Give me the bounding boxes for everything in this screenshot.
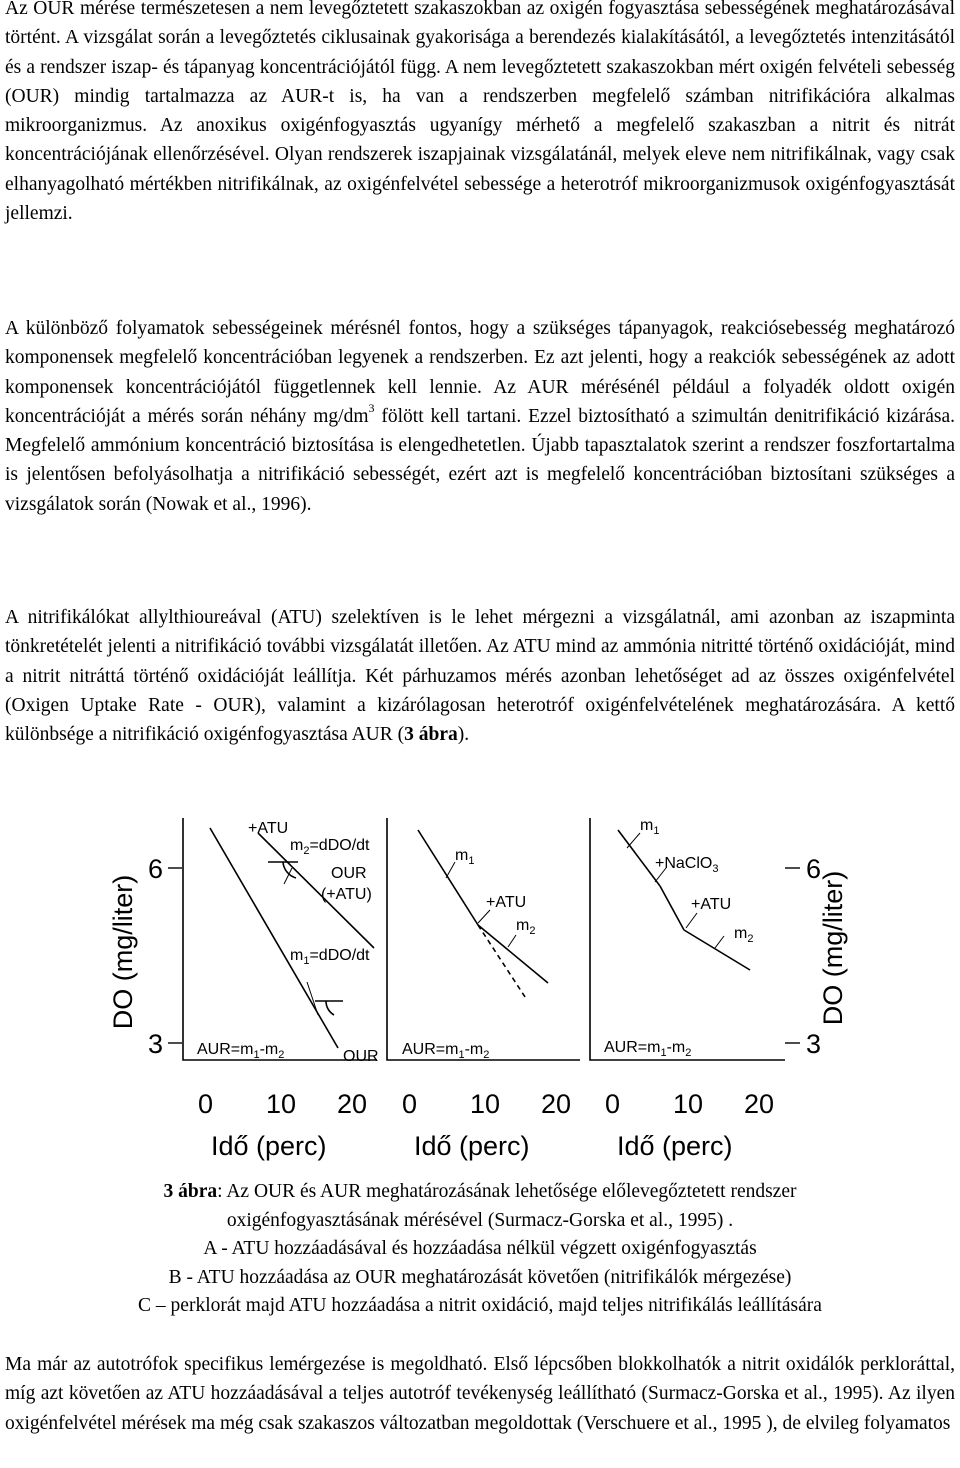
y-tick-6-right: 6 bbox=[806, 854, 822, 884]
caption-line-2: oxigénfogyasztásának mérésével (Surmacz-Gorska et al., 1995) . bbox=[226, 1209, 734, 1231]
x-tick-c-10: 10 bbox=[673, 1089, 704, 1119]
panel-b-dashed-line bbox=[478, 925, 527, 1000]
x-label-c: Idő (perc) bbox=[617, 1131, 733, 1161]
x-label-b: Idő (perc) bbox=[414, 1131, 530, 1161]
paragraph-measurement-conditions bbox=[5, 314, 955, 519]
caption-line-5: C – perklorát majd ATU hozzáadása a nitrit oxidáció, majd teljes nitrifikálás leállítására bbox=[138, 1295, 822, 1316]
panel-a-atu-label: +ATU bbox=[248, 820, 289, 837]
panel-a-our-atu-label-2: (+ATU) bbox=[321, 886, 372, 903]
panel-b-line-m2 bbox=[478, 925, 548, 983]
panel-c-atu-label: +ATU bbox=[691, 896, 732, 913]
panel-a-our-atu-label: OUR bbox=[331, 865, 367, 882]
paragraph-text: A nitrifikálókat allylthioureával (ATU) szelektíven is le lehet mérgezni a vizsgálatnál, ami azonban az iszapminta tönkretételét jelenti a nitrifikáció további vizsgálatát illetően. Az ATU mind az ammónia nitritté történő oxidációját, mind a nitrit nitráttá történő oxidációját leállítja. Két párhuzamos mérés azonban lehetőséget ad az összes oxigénfelvétel (Oxigen Uptake Rate - OUR), valamint a kizárólagosan heterotróf oxigénfelvételének meghatározására. A kettő különbsége a nitrifikáció oxigénfogyasztása AUR ( bbox=[5, 607, 955, 746]
panel-a-our-line bbox=[210, 828, 338, 1048]
figure-diagram bbox=[0, 800, 960, 1180]
paragraph-text: fölött kell tartani. Ezzel biztosítható a szimultán denitrifikáció kizárása. Megfelelő ammónium koncentráció biztosítása is elengedhetetlen. Újabb tapasztalatok szerint a rendszer foszfortartalma is jelentősen befolyásolhatja a nitrifikáció sebességét, ezért azt is megfelelő koncentrációban biztosítani szükséges a vizsgálatok során (Nowak et al., 1996). bbox=[5, 405, 955, 515]
y-tick-6: 6 bbox=[148, 854, 164, 884]
caption-figure-number: 3 ábra bbox=[163, 1181, 218, 1202]
x-tick-a-20: 20 bbox=[337, 1089, 368, 1119]
panel-a-our-label: OUR bbox=[343, 1048, 379, 1065]
caption-line-1 bbox=[0, 1178, 960, 1207]
figure-3 bbox=[0, 800, 960, 1180]
y-tick-3-right: 3 bbox=[806, 1029, 822, 1059]
caption-text: : Az OUR és AUR meghatározásának lehetősége előlevegőztetett rendszer bbox=[217, 1181, 797, 1202]
panel-c-line-2 bbox=[660, 886, 684, 930]
y-tick-3: 3 bbox=[148, 1029, 164, 1059]
panel-c-aur-label: $AUR=m_1-m_2$ bbox=[604, 1039, 692, 1059]
y-axis-label-right: DO (mg/liter) bbox=[818, 870, 848, 1026]
x-tick-a-0: 0 bbox=[198, 1089, 214, 1119]
x-tick-b-10: 10 bbox=[470, 1089, 501, 1119]
y-axis-label-left: DO (mg/liter) bbox=[108, 874, 138, 1030]
x-tick-b-20: 20 bbox=[541, 1089, 572, 1119]
figure-caption bbox=[0, 1178, 960, 1321]
x-tick-a-10: 10 bbox=[266, 1089, 297, 1119]
superscript: 3 bbox=[368, 400, 375, 415]
panel-a-m2-label: $m_2=dDO/dt$ bbox=[290, 837, 370, 857]
x-tick-b-0: 0 bbox=[402, 1089, 418, 1119]
panel-b-line-m1 bbox=[418, 830, 478, 925]
panel-b-aur-label: $AUR=m_1-m_2$ bbox=[402, 1041, 490, 1061]
x-tick-c-20: 20 bbox=[744, 1089, 775, 1119]
panel-a-aur-label: $AUR=m_1-m_2$ bbox=[197, 1041, 285, 1061]
panel-b-atu-label: +ATU bbox=[486, 894, 527, 911]
paragraph-autotroph-inhibition: Ma már az autotrófok specifikus lemérgezése is megoldható. Első lépcsőben blokkolhatók a nitrit oxidálók perkloráttal, míg azt követően az ATU hozzáadásával a teljes autotróf tevékenység leállítható (Surmacz-Gorska et al., 1995). Az ilyen oxigénfelvétel mérések ma még csak szakaszos változatban megoldottak (Verschuere et al., 1995 ), de elvileg folyamatos bbox=[5, 1354, 955, 1434]
panel-a-m1-label: $m_1=dDO/dt$ bbox=[290, 947, 370, 967]
caption-line-3: A - ATU hozzáadásával és hozzáadása nélkül végzett oxigénfogyasztás bbox=[203, 1238, 757, 1259]
panel-b-m1-label: $m_1$ bbox=[455, 847, 475, 867]
panel-b-axes bbox=[387, 818, 580, 1060]
x-label-a: Idő (perc) bbox=[211, 1131, 327, 1161]
panel-c-line-1 bbox=[618, 830, 660, 886]
paragraph-our-measurement: Az OUR mérése természetesen a nem levegőztetett szakaszokban az oxigén fogyasztása sebességének meghatározásával történt. A vizsgálat során a levegőztetés ciklusainak gyakorisága a berendezés kialakításától, a levegőztetés intenzitásától és a rendszer iszap- és tápanyag koncentrációjától függ. A nem levegőztetett szakaszokban mért oxigén felvételi sebesség (OUR) mindig tartalmazza az AUR-t is, ha van a rendszerben megfelelő számban nitrifikációra alkalmas mikroorganizmus. Az anoxikus oxigénfogyasztás ugyanígy mérhető a megfelelő szakaszban a nitrit és nitrát koncentrációjának ellenőrzésével. Olyan rendszerek iszapjainak vizsgálatánál, melyek eleve nem nitrifikálnak, vagy csak elhanyagolható mértékben nitrifikálnak, az oxigénfelvétel sebessége a heterotróf mikroorganizmusok oxigénfogyasztását jellemzi. bbox=[5, 0, 955, 225]
panel-c-m2-label: $m_2$ bbox=[734, 925, 754, 945]
paragraph-text: ). bbox=[457, 724, 470, 746]
x-tick-c-0: 0 bbox=[605, 1089, 621, 1119]
panel-c-m1-label: $m_1$ bbox=[640, 817, 660, 837]
paragraph-atu bbox=[5, 603, 955, 749]
figure-reference: 3 ábra bbox=[404, 724, 458, 746]
paragraph-text: A különböző folyamatok sebességeinek mérésnél fontos, hogy a szükséges tápanyagok, reakciósebesség meghatározó komponensek megfelelő koncentrációban legyenek a rendszerben. Ez azt jelenti, hogy a reakciók sebességének az adott komponensek koncentrációjától függetlennek kell lennie. Az AUR mérésénél például a folyadék oldott oxigén koncentrációját a mérés során néhány mg/dm bbox=[5, 318, 955, 427]
panel-b-m2-label: $m_2$ bbox=[516, 917, 536, 937]
caption-line-4: B - ATU hozzáadása az OUR meghatározását követően (nitrifikálók mérgezése) bbox=[168, 1266, 792, 1288]
panel-c-naclo-label: +NaClO$_3$ bbox=[655, 855, 719, 875]
